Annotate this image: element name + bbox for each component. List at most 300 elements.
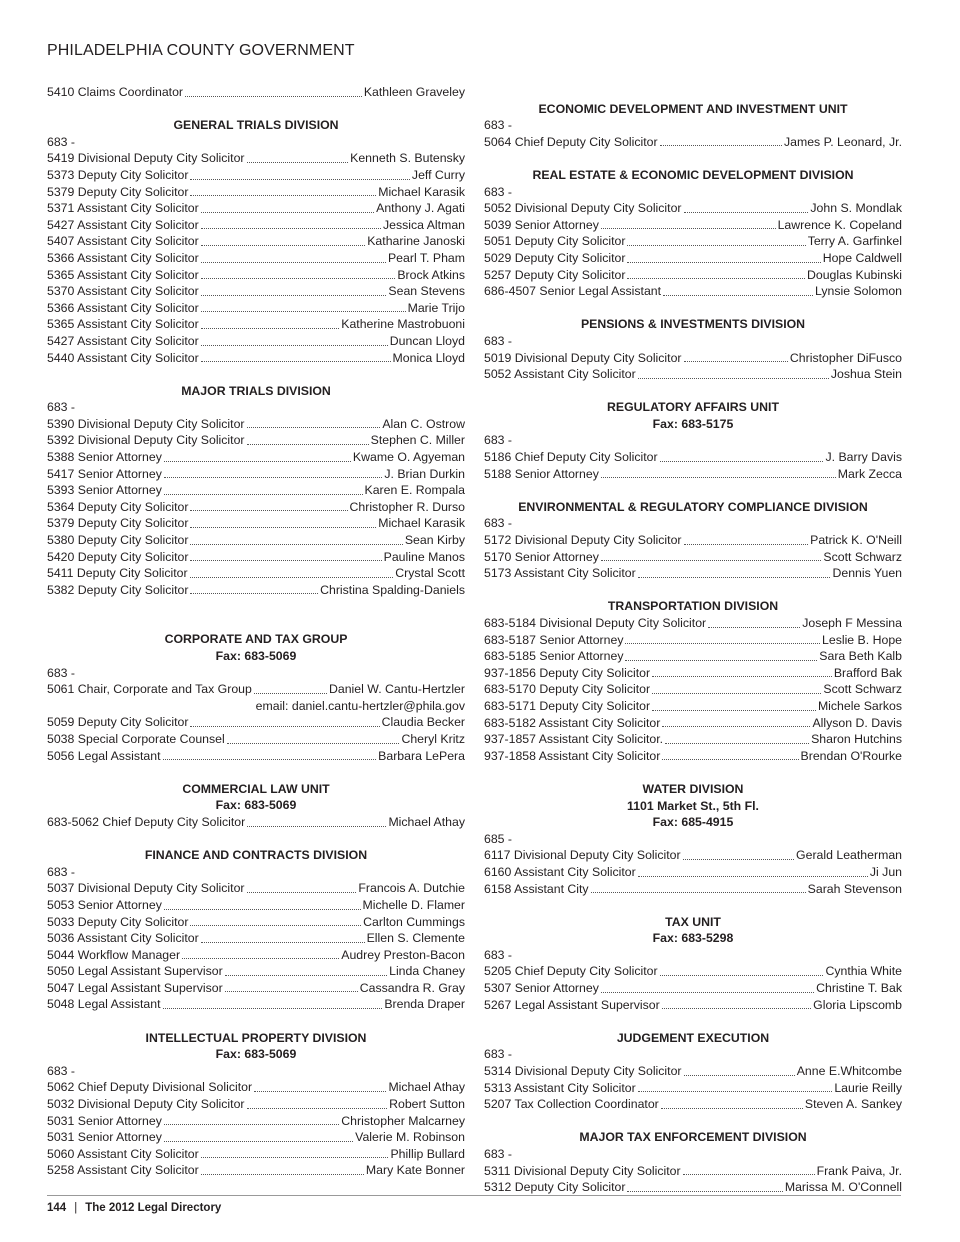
entry-name: Karen E. Rompala: [364, 483, 465, 498]
entry-name: Ellen S. Clemente: [366, 931, 465, 946]
directory-section: [47, 1030, 465, 1179]
dot-leader: [201, 1157, 389, 1158]
dot-leader: [683, 859, 794, 860]
directory-entry: [47, 947, 465, 964]
entry-name: Pearl T. Pham: [387, 250, 465, 265]
entry-name: James P. Leonard, Jr.: [783, 134, 902, 149]
section-title: ENVIRONMENTAL & REGULATORY COMPLIANCE DIVISION: [518, 499, 868, 514]
right-column: [484, 84, 902, 1196]
directory-section: [484, 499, 902, 582]
entry-label: 5188 Senior Attorney: [484, 466, 599, 481]
directory-entry: [484, 217, 902, 234]
entry-label: 5420 Deputy City Solicitor: [47, 549, 189, 564]
entry-label: 5029 Deputy City Solicitor: [484, 250, 626, 265]
section-title: REAL ESTATE & ECONOMIC DEVELOPMENT DIVISION: [532, 167, 854, 182]
dot-leader: [164, 909, 361, 910]
entry-name: Frank Paiva, Jr.: [816, 1163, 902, 1178]
directory-entry: [484, 233, 902, 250]
section-title: JUDGEMENT EXECUTION: [616, 1030, 770, 1045]
directory-entry: [484, 748, 902, 765]
dot-leader: [638, 577, 831, 578]
entry-label: 5380 Deputy City Solicitor: [47, 533, 189, 548]
section-title: TRANSPORTATION DIVISION: [607, 599, 779, 614]
entry-name: Michele Sarkos: [817, 698, 902, 713]
directory-entry: [484, 698, 902, 715]
dot-leader: [164, 1124, 339, 1125]
section-title: MAJOR TRIALS DIVISION: [181, 383, 331, 398]
entry-label: 5044 Workflow Manager: [47, 947, 181, 962]
entry-label: 5207 Tax Collection Coordinator: [484, 1097, 659, 1112]
directory-entry: [484, 1163, 902, 1180]
entry-label: 5052 Divisional Deputy City Solicitor: [484, 201, 682, 216]
section-title: FINANCE AND CONTRACTS DIVISION: [144, 848, 368, 863]
directory-entry: [47, 449, 465, 466]
section-title: PENSIONS & INVESTMENTS DIVISION: [580, 317, 806, 332]
entry-name: Barbara LePera: [378, 748, 465, 763]
entry-email: email: daniel.cantu-hertzler@phila.gov: [255, 698, 465, 713]
directory-entry: [47, 731, 465, 748]
entry-label: 5410 Claims Coordinator: [47, 85, 184, 99]
entry-name: John S. Mondlak: [810, 201, 902, 216]
directory-entry: [47, 681, 465, 698]
dot-leader: [247, 444, 369, 445]
entry-name: Claudia Becker: [381, 715, 465, 730]
directory-entry: [484, 549, 902, 566]
entry-label: 5051 Deputy City Solicitor: [484, 234, 626, 249]
directory-section: [47, 117, 465, 366]
entry-label: 5036 Assistant City Solicitor: [47, 931, 199, 946]
dot-leader: [163, 1008, 383, 1009]
directory-entry: [47, 1129, 465, 1146]
entry-label: 683-5170 Deputy City Solicitor: [484, 682, 651, 697]
entry-label: 5047 Legal Assistant Supervisor: [47, 980, 223, 995]
directory-section: [47, 781, 465, 831]
entry-name: Steven A. Sankey: [804, 1097, 902, 1112]
dot-leader: [660, 461, 824, 462]
directory-section: [484, 399, 902, 482]
entry-label: 5267 Legal Assistant Supervisor: [484, 997, 660, 1012]
dot-leader: [201, 212, 374, 213]
directory-entry: [484, 980, 902, 997]
directory-entry: [484, 134, 902, 151]
entry-name: Michael Karasik: [378, 516, 465, 531]
entry-name: Kwame O. Agyeman: [352, 450, 465, 465]
entry-label: 5173 Assistant City Solicitor: [484, 566, 636, 581]
directory-entry: [47, 549, 465, 566]
directory-entry: [484, 997, 902, 1014]
entry-label: 5366 Assistant City Solicitor: [47, 300, 199, 315]
directory-entry: [47, 565, 465, 582]
entry-name: Phillip Bullard: [390, 1146, 465, 1161]
entry-label: 5258 Assistant City Solicitor: [47, 1163, 199, 1178]
directory-entry: [47, 1096, 465, 1113]
page-header: PHILADELPHIA COUNTY GOVERNMENT: [47, 42, 355, 59]
dot-leader: [660, 975, 824, 976]
dot-leader: [190, 510, 347, 511]
phone-prefix: 683 -: [47, 400, 76, 415]
dot-leader: [247, 826, 386, 827]
entry-label: 5392 Divisional Deputy City Solicitor: [47, 433, 245, 448]
dot-leader: [164, 461, 351, 462]
entry-label: 5056 Legal Assistant: [47, 748, 161, 763]
entry-label: 5379 Deputy City Solicitor: [47, 516, 189, 531]
entry-label: 5033 Deputy City Solicitor: [47, 914, 189, 929]
directory-entry: [47, 200, 465, 217]
phone-prefix: 683 -: [484, 333, 513, 348]
entry-label: 5365 Assistant City Solicitor: [47, 317, 199, 332]
directory-entry: [484, 1063, 902, 1080]
entry-name: Michelle D. Flamer: [362, 897, 465, 912]
directory-entry: [484, 681, 902, 698]
entry-name: Jeff Curry: [411, 167, 465, 182]
directory-entry: [484, 864, 902, 881]
page-number: 144: [47, 1202, 67, 1214]
entry-name: Michael Athay: [388, 1080, 465, 1095]
entry-label: 5031 Senior Attorney: [47, 1113, 162, 1128]
directory-entry: [47, 167, 465, 184]
dot-leader: [190, 726, 379, 727]
dot-leader: [638, 1091, 833, 1092]
section-title: MAJOR TAX ENFORCEMENT DIVISION: [579, 1130, 807, 1145]
entry-label: 6160 Assistant City Solicitor: [484, 864, 636, 879]
directory-entry: [484, 200, 902, 217]
dot-leader: [201, 311, 406, 312]
directory-entry: [484, 449, 902, 466]
entry-label: 5313 Assistant City Solicitor: [484, 1080, 636, 1095]
entry-name: Francois A. Dutchie: [358, 881, 465, 896]
phone-prefix: 683 -: [47, 1063, 76, 1078]
entry-name: Brendan O'Rourke: [800, 748, 902, 763]
directory-entry: [484, 1096, 902, 1113]
dot-leader: [201, 942, 365, 943]
section-title: ECONOMIC DEVELOPMENT AND INVESTMENT UNIT: [538, 101, 848, 116]
dot-leader: [201, 328, 340, 329]
entry-name: Patrick K. O'Neill: [810, 533, 902, 548]
directory-entry: [484, 731, 902, 748]
directory-entry: [484, 466, 902, 483]
entry-label: 5364 Deputy City Solicitor: [47, 499, 189, 514]
entry-name: Cheryl Kritz: [401, 731, 465, 746]
entry-label: 5050 Legal Assistant Supervisor: [47, 964, 223, 979]
entry-name: Mark Zecca: [837, 466, 902, 481]
entry-name: Allyson D. Davis: [812, 715, 902, 730]
entry-name: Alan C. Ostrow: [382, 416, 465, 431]
dot-leader: [164, 477, 383, 478]
directory-entry: [47, 466, 465, 483]
entry-name: Terry A. Garfinkel: [807, 234, 902, 249]
entry-label: 5379 Deputy City Solicitor: [47, 184, 189, 199]
dot-leader: [660, 145, 782, 146]
entry-name: Katharine Janoski: [367, 234, 465, 249]
entry-label: 5407 Assistant City Solicitor: [47, 234, 199, 249]
publication-title: The 2012 Legal Directory: [85, 1202, 222, 1214]
section-subtitle: Fax: 683-5069: [215, 649, 297, 663]
dot-leader: [684, 1075, 795, 1076]
entry-label: 5032 Divisional Deputy City Solicitor: [47, 1097, 245, 1112]
phone-prefix: 683 -: [484, 184, 513, 199]
dot-leader: [601, 560, 822, 561]
directory-section: [47, 631, 465, 764]
directory-section: [484, 914, 902, 1014]
dot-leader: [247, 427, 381, 428]
section-title: COMMERCIAL LAW UNIT: [182, 781, 330, 796]
dot-leader: [201, 278, 396, 279]
entry-label: 5061 Chair, Corporate and Tax Group: [47, 682, 252, 697]
directory-entry: [47, 250, 465, 267]
dot-leader: [662, 759, 798, 760]
dot-leader: [190, 560, 381, 561]
directory-entry: [484, 250, 902, 267]
directory-entry: [484, 283, 902, 300]
directory-entry: [484, 366, 902, 383]
entry-name: Laurie Reilly: [834, 1080, 902, 1095]
entry-label: 5039 Senior Attorney: [484, 217, 599, 232]
directory-entry: [47, 996, 465, 1013]
dot-leader: [164, 494, 363, 495]
entry-label: 683-5185 Senior Attorney: [484, 649, 624, 664]
entry-label: 5059 Deputy City Solicitor: [47, 715, 189, 730]
entry-name: Scott Schwarz: [823, 549, 902, 564]
entry-name: Dennis Yuen: [832, 566, 902, 581]
section-title: CORPORATE AND TAX GROUP: [164, 632, 348, 647]
entry-name: J. Brian Durkin: [384, 466, 465, 481]
directory-entry: [47, 748, 465, 765]
section-subtitle: 1101 Market St., 5th Fl.: [627, 798, 759, 813]
dot-leader: [662, 726, 810, 727]
directory-section: [484, 101, 902, 151]
dot-leader: [190, 544, 402, 545]
directory-entry: [484, 715, 902, 732]
section-subtitle: Fax: 683-5175: [652, 416, 734, 431]
entry-name: Anthony J. Agati: [376, 201, 465, 216]
entry-label: 5440 Assistant City Solicitor: [47, 350, 199, 365]
entry-label: 5307 Senior Attorney: [484, 981, 599, 996]
dot-leader: [684, 544, 809, 545]
entry-name: Audrey Preston-Bacon: [341, 947, 465, 962]
entry-name: Anne E.Whitcombe: [796, 1064, 902, 1079]
section-subtitle: Fax: 683-5069: [215, 798, 297, 813]
phone-prefix: 683 -: [484, 433, 513, 448]
entry-name: Brock Atkins: [397, 267, 465, 282]
entry-name: Marie Trijo: [407, 300, 465, 315]
footer-separator: |: [74, 1202, 78, 1214]
directory-entry: [47, 582, 465, 599]
section-title: REGULATORY AFFAIRS UNIT: [607, 400, 779, 415]
entry-label: 5393 Senior Attorney: [47, 483, 162, 498]
dot-leader: [201, 262, 386, 263]
entry-name: Cassandra R. Gray: [359, 980, 465, 995]
dot-leader: [201, 228, 381, 229]
entry-label: 683-5184 Divisional Deputy City Solicitor: [484, 616, 707, 630]
dot-leader: [638, 378, 829, 379]
entry-name: Lynsie Solomon: [814, 284, 902, 299]
phone-prefix: 683 -: [47, 665, 76, 680]
phone-prefix: 685 -: [484, 831, 513, 846]
directory-entry: [47, 300, 465, 317]
entry-name: Sean Stevens: [388, 284, 465, 299]
entry-name: Cynthia White: [825, 964, 902, 979]
directory-entry: [47, 1146, 465, 1163]
entry-label: 5172 Divisional Deputy City Solicitor: [484, 533, 682, 548]
entry-label: 5312 Deputy City Solicitor: [484, 1180, 626, 1195]
directory-section: [484, 598, 902, 764]
directory-entry: [484, 847, 902, 864]
dot-leader: [190, 593, 318, 594]
phone-prefix: 683 -: [484, 1147, 513, 1161]
directory-entry: [484, 881, 902, 898]
entry-name: Robert Sutton: [389, 1097, 465, 1112]
phone-prefix: 683 -: [484, 1047, 513, 1062]
entry-name: Carlton Cummings: [363, 914, 465, 929]
directory-entry: [47, 350, 465, 367]
entry-label: 5314 Divisional Deputy City Solicitor: [484, 1064, 682, 1079]
dot-leader: [591, 892, 806, 893]
dot-leader: [225, 991, 358, 992]
dot-leader: [662, 1008, 811, 1009]
dot-leader: [201, 361, 391, 362]
entry-name: Gerald Leatherman: [796, 848, 902, 863]
entry-name: Hope Caldwell: [822, 250, 902, 265]
entry-label: 5366 Assistant City Solicitor: [47, 250, 199, 265]
entry-name: Valerie M. Robinson: [355, 1130, 465, 1145]
entry-label: 5427 Assistant City Solicitor: [47, 217, 199, 232]
entry-name: Joshua Stein: [830, 367, 902, 382]
dot-leader: [627, 278, 805, 279]
entry-label: 5382 Deputy City Solicitor: [47, 582, 189, 597]
dot-leader: [684, 212, 809, 213]
directory-entry: [484, 1179, 902, 1196]
dot-leader: [708, 627, 800, 628]
entry-name: Daniel W. Cantu-Hertzler: [329, 682, 465, 697]
entry-label: 5019 Divisional Deputy City Solicitor: [484, 350, 682, 365]
entry-label: 937-1856 Deputy City Solicitor: [484, 665, 651, 680]
section-subtitle: Fax: 685-4915: [652, 815, 734, 830]
directory-entry: [484, 532, 902, 549]
section-title: TAX UNIT: [665, 914, 721, 929]
dot-leader: [625, 643, 820, 644]
dot-leader: [684, 361, 788, 362]
entry-label: 5427 Assistant City Solicitor: [47, 333, 199, 348]
dot-leader: [201, 295, 387, 296]
dot-leader: [201, 245, 366, 246]
entry-label: 5257 Deputy City Solicitor: [484, 267, 626, 282]
entry-label: 683-5187 Senior Attorney: [484, 632, 624, 647]
entry-name: Gloria Lipscomb: [813, 997, 902, 1012]
left-column: [47, 84, 465, 1179]
entry-name: Christine T. Bak: [816, 981, 902, 996]
dot-leader: [254, 1091, 386, 1092]
dot-leader: [625, 660, 817, 661]
directory-entry: [47, 880, 465, 897]
directory-entry: [47, 233, 465, 250]
section-subtitle: Fax: 683-5298: [652, 931, 734, 946]
directory-entry: [47, 184, 465, 201]
entry-label: 683-5171 Deputy City Solicitor: [484, 698, 651, 713]
footer-rule: [47, 1195, 901, 1196]
phone-prefix: 683 -: [47, 864, 76, 879]
directory-section: [47, 847, 465, 1013]
entry-label: 5388 Senior Attorney: [47, 450, 162, 465]
directory-entry: [47, 416, 465, 433]
directory-entry: [484, 648, 902, 665]
entry-label: 5062 Chief Deputy Divisional Solicitor: [47, 1080, 253, 1095]
entry-name: Sharon Hutchins: [811, 732, 902, 747]
directory-entry: [47, 714, 465, 731]
directory-entry: [47, 482, 465, 499]
directory-entry: [47, 1162, 465, 1179]
section-subtitle: Fax: 683-5069: [215, 1047, 297, 1062]
entry-label: 5186 Chief Deputy City Solicitor: [484, 450, 658, 465]
section-title: INTELLECTUAL PROPERTY DIVISION: [145, 1030, 367, 1045]
dot-leader: [627, 1191, 782, 1192]
entry-label: 5371 Assistant City Solicitor: [47, 201, 199, 216]
dot-leader: [638, 876, 868, 877]
phone-prefix: 683 -: [484, 947, 513, 962]
dot-leader: [201, 345, 388, 346]
directory-section: [484, 1030, 902, 1113]
dot-leader: [601, 228, 776, 229]
entry-name: Pauline Manos: [383, 549, 465, 564]
dot-leader: [185, 96, 362, 97]
entry-label: 5373 Deputy City Solicitor: [47, 167, 189, 182]
directory-entry: [484, 665, 902, 682]
entry-name: Stephen C. Miller: [370, 433, 465, 448]
directory-section: [484, 781, 902, 897]
dot-leader: [665, 743, 809, 744]
entry-name: Lawrence K. Copeland: [777, 217, 902, 232]
entry-name: Joseph F Messina: [802, 616, 902, 630]
dot-leader: [601, 992, 814, 993]
directory-entry: [47, 532, 465, 549]
entry-label: 683-5182 Assistant City Solicitor: [484, 715, 661, 730]
entry-label: 5390 Divisional Deputy City Solicitor: [47, 416, 245, 431]
entry-name: Scott Schwarz: [823, 682, 902, 697]
dot-leader: [247, 892, 357, 893]
entry-label: 5031 Senior Attorney: [47, 1130, 162, 1145]
entry-label: 5170 Senior Attorney: [484, 549, 599, 564]
entry-name: Sean Kirby: [404, 533, 465, 548]
dot-leader: [661, 1108, 803, 1109]
directory-entry: [47, 217, 465, 234]
directory-entry: [484, 267, 902, 284]
dot-leader: [190, 577, 394, 578]
entry-name: Monica Lloyd: [392, 350, 465, 365]
dot-leader: [627, 245, 805, 246]
directory-entry: [484, 615, 902, 632]
entry-name: Katherine Mastrobuoni: [341, 317, 465, 332]
entry-label: 6158 Assistant City: [484, 881, 589, 896]
entry-name: Kathleen Graveley: [363, 85, 465, 99]
directory-entry: [47, 283, 465, 300]
dot-leader: [652, 693, 821, 694]
dot-leader: [190, 195, 376, 196]
directory-entry: [47, 333, 465, 350]
directory-entry: [47, 1113, 465, 1130]
dot-leader: [225, 975, 387, 976]
directory-section: [484, 316, 902, 382]
directory-entry: [47, 316, 465, 333]
dot-leader: [683, 1174, 815, 1175]
entry-label: 937-1857 Assistant City Solicitor.: [484, 732, 664, 747]
dot-leader: [164, 1141, 353, 1142]
entry-label: 5370 Assistant City Solicitor: [47, 284, 199, 299]
phone-prefix: 683 -: [484, 516, 513, 531]
entry-label: 5060 Assistant City Solicitor: [47, 1146, 199, 1161]
directory-entry: [47, 499, 465, 516]
dot-leader: [652, 710, 816, 711]
directory-entry: [47, 963, 465, 980]
entry-name: J. Barry Davis: [825, 450, 902, 465]
